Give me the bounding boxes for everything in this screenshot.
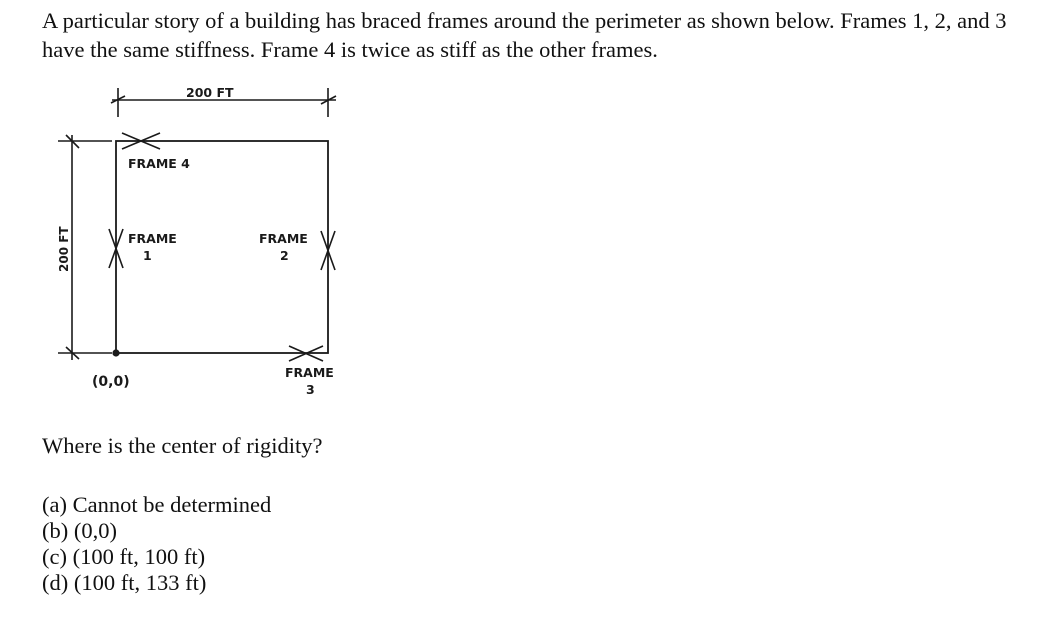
question-prompt: Where is the center of rigidity? [42,433,323,458]
origin-label: (0,0) [92,374,130,390]
building-outline [116,141,328,353]
choice-b[interactable]: (b) (0,0) [42,518,117,543]
choice-a[interactable]: (a) Cannot be determined [42,492,272,517]
origin-point [112,349,119,356]
choice-d[interactable]: (d) (100 ft, 133 ft) [42,570,207,595]
frame1-label-line1: FRAME [128,231,177,246]
frame1-label-line2: 1 [143,248,152,263]
answer-choices [42,492,271,596]
dimension-top-label: 200 FT [186,85,234,100]
frame4-label: FRAME 4 [128,156,190,171]
dimension-left-label: 200 FT [57,226,71,272]
frame2-label-line2: 2 [280,248,289,263]
frame3-label-line2: 3 [306,382,315,397]
frame3-label-line1: FRAME [285,365,334,380]
problem-statement: A particular story of a building has braced frames around the perimeter as shown below. Frames 1, 2, and 3 have the same stiffness. Frame 4 is twice as stiff as the other frames. [42,8,1007,62]
frame2-label-line1: FRAME [259,231,308,246]
choice-c[interactable]: (c) (100 ft, 100 ft) [42,544,206,569]
